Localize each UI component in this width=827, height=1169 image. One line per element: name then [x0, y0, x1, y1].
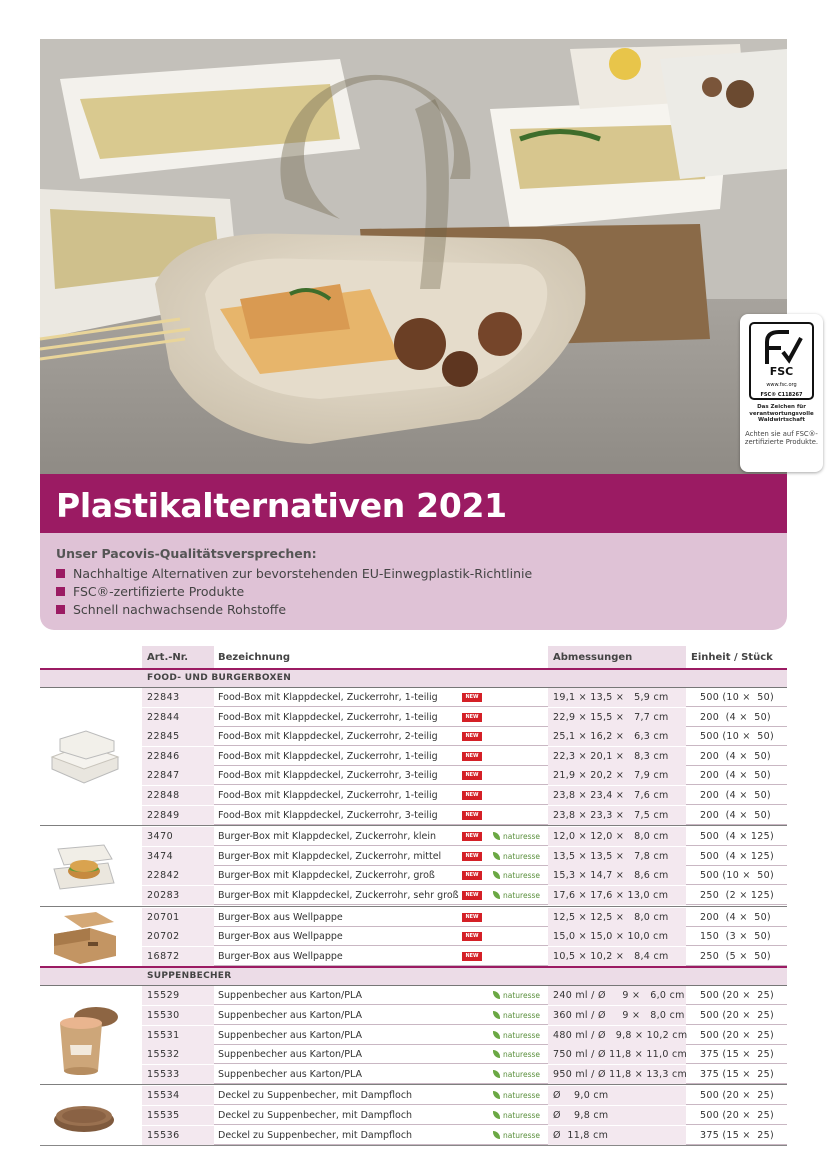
cell-bezeichnung: Food-Box mit Klappdeckel, Zuckerrohr, 2-teilig — [218, 731, 438, 743]
naturesse-text: naturesse — [503, 991, 541, 1001]
cell-art-nr: 15531 — [142, 1026, 214, 1045]
cell-bezeichnung: Food-Box mit Klappdeckel, Zuckerrohr, 1-teilig — [218, 711, 438, 723]
cell-bezeichnung: Food-Box mit Klappdeckel, Zuckerrohr, 1-teilig — [218, 750, 438, 762]
table-row — [142, 866, 787, 885]
naturesse-text: naturesse — [503, 891, 541, 900]
cell-art-nr: 22844 — [142, 708, 214, 727]
naturesse-text: naturesse — [503, 1091, 541, 1101]
new-badge: NEW — [462, 891, 482, 900]
cell-einheit: 500 (10 × 50) — [700, 870, 774, 882]
naturesse-label — [493, 1065, 548, 1084]
promise-heading: Unser Pacovis-Qualitätsversprechen: — [56, 546, 317, 561]
cell-abmessungen: 15,3 × 14,7 × 8,6 cm — [548, 866, 686, 885]
table-row — [142, 986, 787, 1005]
cell-art-nr: 20701 — [142, 908, 214, 927]
table-row — [142, 827, 787, 846]
fsc-claim: Das Zeichen für verantwortungsvolle Waldwirtschaft — [749, 404, 814, 423]
section-heading — [40, 670, 787, 687]
cell-bezeichnung: Burger-Box mit Klappdeckel, Zuckerrohr, mittel — [218, 850, 442, 862]
leaf-icon — [493, 991, 500, 999]
naturesse-label — [493, 827, 548, 846]
cell-bezeichnung: Suppenbecher aus Karton/PLA — [218, 1049, 362, 1061]
table-row — [142, 786, 787, 805]
cell-abmessungen: Ø 9,8 cm — [548, 1106, 686, 1125]
cell-abmessungen: 13,5 × 13,5 × 7,8 cm — [548, 847, 686, 866]
table-header — [40, 646, 787, 668]
cell-abmessungen: 10,5 × 10,2 × 8,4 cm — [548, 947, 686, 966]
table-row — [142, 1086, 787, 1105]
leaf-icon — [493, 1070, 500, 1078]
burger-box-image — [44, 839, 124, 897]
new-badge: NEW — [462, 791, 482, 800]
cell-einheit: 250 (5 × 50) — [700, 950, 771, 962]
new-badge: NEW — [462, 732, 482, 741]
food-containers-photo — [40, 39, 787, 474]
naturesse-label — [493, 1045, 548, 1064]
cell-einheit: 500 (20 × 25) — [700, 990, 774, 1002]
header-abmessungen: Abmessungen — [548, 646, 686, 668]
cell-einheit: 200 (4 × 50) — [700, 911, 771, 923]
cell-abmessungen: 15,0 × 15,0 × 10,0 cm — [548, 927, 686, 946]
fsc-url: www.fsc.org — [766, 382, 797, 388]
cell-bezeichnung: Food-Box mit Klappdeckel, Zuckerrohr, 3-teilig — [218, 809, 438, 821]
page-title: Plastikalternativen 2021 — [56, 486, 507, 525]
table-row — [142, 1006, 787, 1025]
new-badge: NEW — [462, 811, 482, 820]
naturesse-text: naturesse — [503, 1011, 541, 1020]
naturesse-text: naturesse — [503, 871, 541, 881]
cell-art-nr: 3474 — [142, 847, 214, 866]
section-heading — [40, 968, 787, 985]
cell-bezeichnung: Suppenbecher aus Karton/PLA — [218, 990, 362, 1002]
leaf-icon — [493, 891, 500, 899]
cell-bezeichnung: Suppenbecher aus Karton/PLA — [218, 1068, 362, 1080]
cell-abmessungen: 21,9 × 20,2 × 7,9 cm — [548, 766, 686, 785]
table-row — [142, 1065, 787, 1084]
fsc-logo — [749, 322, 814, 400]
table-row — [142, 747, 787, 766]
cell-einheit: 200 (4 × 50) — [700, 809, 771, 821]
cell-bezeichnung: Burger-Box mit Klappdeckel, Zuckerrohr, groß — [218, 870, 435, 882]
naturesse-label — [493, 886, 548, 905]
cell-einheit: 200 (4 × 50) — [700, 711, 771, 723]
cell-einheit: 250 (2 × 125) — [700, 890, 774, 901]
leaf-icon — [493, 1031, 500, 1039]
cardboard-box-image — [44, 910, 124, 968]
promise-item — [56, 601, 532, 619]
cell-bezeichnung: Deckel zu Suppenbecher, mit Dampfloch — [218, 1129, 413, 1141]
table-row — [142, 847, 787, 866]
title-band — [40, 474, 787, 533]
table-row — [142, 947, 787, 966]
cell-art-nr: 15535 — [142, 1106, 214, 1125]
naturesse-label — [493, 847, 548, 866]
promise-item-text: Schnell nachwachsende Rohstoffe — [73, 602, 287, 617]
cell-art-nr: 3470 — [142, 827, 214, 846]
cell-einheit: 200 (4 × 50) — [700, 770, 771, 782]
cell-art-nr: 15532 — [142, 1045, 214, 1064]
cell-einheit: 500 (20 × 25) — [700, 1110, 774, 1121]
section-title: SUPPENBECHER — [147, 971, 232, 982]
naturesse-label — [493, 1126, 548, 1145]
cell-einheit: 500 (20 × 25) — [700, 1010, 774, 1021]
quality-promise-box — [40, 533, 787, 630]
leaf-icon — [493, 852, 500, 860]
cell-art-nr: 22842 — [142, 866, 214, 885]
cell-einheit: 200 (4 × 50) — [700, 790, 771, 801]
cell-bezeichnung: Burger-Box aus Wellpappe — [218, 911, 343, 923]
cell-einheit: 375 (15 × 25) — [700, 1129, 774, 1141]
naturesse-label — [493, 986, 548, 1005]
naturesse-text: naturesse — [503, 1111, 541, 1120]
table-row — [142, 927, 787, 946]
cell-bezeichnung: Burger-Box mit Klappdeckel, Zuckerrohr, sehr groß — [218, 890, 459, 901]
cell-abmessungen: 950 ml / Ø 11,8 × 13,3 cm — [548, 1065, 686, 1084]
cell-art-nr: 15533 — [142, 1065, 214, 1084]
cell-abmessungen: 25,1 × 16,2 × 6,3 cm — [548, 727, 686, 746]
cell-bezeichnung: Burger-Box aus Wellpappe — [218, 931, 343, 943]
table-row — [142, 1106, 787, 1125]
cell-einheit: 375 (15 × 25) — [700, 1049, 774, 1061]
food-box-image — [44, 727, 124, 790]
new-badge: NEW — [462, 932, 482, 941]
cell-abmessungen: Ø 11,8 cm — [548, 1126, 686, 1145]
header-einheit: Einheit / Stück — [691, 652, 773, 663]
new-badge: NEW — [462, 693, 482, 702]
leaf-icon — [493, 1131, 500, 1139]
cell-einheit: 500 (10 × 50) — [700, 692, 774, 703]
table-row — [142, 886, 787, 905]
cell-bezeichnung: Burger-Box mit Klappdeckel, Zuckerrohr, klein — [218, 831, 437, 843]
cell-art-nr: 22849 — [142, 806, 214, 825]
cell-abmessungen: 19,1 × 13,5 × 5,9 cm — [548, 688, 686, 707]
group-rule — [40, 1084, 787, 1085]
cell-bezeichnung: Suppenbecher aus Karton/PLA — [218, 1029, 362, 1041]
leaf-icon — [493, 832, 500, 840]
table-row — [142, 688, 787, 707]
cell-abmessungen: 360 ml / Ø 9 × 8,0 cm — [548, 1006, 686, 1025]
hero-photo — [40, 39, 819, 474]
naturesse-label — [493, 1106, 548, 1125]
cell-bezeichnung: Food-Box mit Klappdeckel, Zuckerrohr, 3-teilig — [218, 770, 438, 782]
new-badge: NEW — [462, 952, 482, 961]
cell-bezeichnung: Deckel zu Suppenbecher, mit Dampfloch — [218, 1090, 413, 1102]
table-row — [142, 806, 787, 825]
cell-art-nr: 16872 — [142, 947, 214, 966]
lid-image — [44, 1096, 124, 1139]
group-rule — [40, 825, 787, 826]
group-rule — [40, 906, 787, 907]
promise-item-text: Nachhaltige Alternativen zur bevorstehenden EU-Einwegplastik-Richtlinie — [73, 566, 533, 581]
table-bottom-rule — [40, 1145, 787, 1146]
table-row — [142, 708, 787, 727]
naturesse-text: naturesse — [503, 1130, 541, 1140]
table-row — [142, 1026, 787, 1045]
cell-abmessungen: 12,0 × 12,0 × 8,0 cm — [548, 827, 686, 846]
table-row — [142, 727, 787, 746]
promise-item — [56, 565, 532, 583]
cell-art-nr: 15529 — [142, 986, 214, 1005]
cell-art-nr: 22846 — [142, 747, 214, 766]
cell-einheit: 500 (20 × 25) — [700, 1090, 774, 1102]
promise-list — [56, 565, 532, 619]
naturesse-label — [493, 1006, 548, 1025]
cell-art-nr: 15536 — [142, 1126, 214, 1145]
naturesse-text: naturesse — [503, 851, 541, 861]
new-badge: NEW — [462, 832, 482, 841]
section-title: FOOD- UND BURGERBOXEN — [147, 673, 292, 683]
cell-einheit: 500 (4 × 125) — [700, 831, 774, 843]
naturesse-label — [493, 866, 548, 885]
cell-einheit: 150 (3 × 50) — [700, 931, 771, 943]
cell-abmessungen: 17,6 × 17,6 × 13,0 cm — [548, 886, 686, 905]
leaf-icon — [493, 1050, 500, 1058]
cell-abmessungen: 480 ml / Ø 9,8 × 10,2 cm — [548, 1026, 686, 1045]
new-badge: NEW — [462, 913, 482, 922]
leaf-icon — [493, 1111, 500, 1119]
cell-abmessungen: 750 ml / Ø 11,8 × 11,0 cm — [548, 1045, 686, 1064]
cell-bezeichnung: Burger-Box aus Wellpappe — [218, 950, 343, 962]
bullet-square-icon — [56, 587, 65, 596]
leaf-icon — [493, 1011, 500, 1019]
fsc-logo-text: FSC — [769, 365, 794, 378]
cell-bezeichnung: Suppenbecher aus Karton/PLA — [218, 1010, 362, 1021]
leaf-icon — [493, 1091, 500, 1099]
cell-art-nr: 15534 — [142, 1086, 214, 1105]
table-row — [142, 908, 787, 927]
cell-bezeichnung: Food-Box mit Klappdeckel, Zuckerrohr, 1-teilig — [218, 790, 438, 801]
naturesse-label — [493, 1026, 548, 1045]
cell-abmessungen: 22,9 × 15,5 × 7,7 cm — [548, 708, 686, 727]
cell-bezeichnung: Food-Box mit Klappdeckel, Zuckerrohr, 1-teilig — [218, 692, 438, 703]
cell-abmessungen: Ø 9,0 cm — [548, 1086, 686, 1105]
cell-abmessungen: 23,8 × 23,3 × 7,5 cm — [548, 806, 686, 825]
bullet-square-icon — [56, 605, 65, 614]
naturesse-text: naturesse — [503, 1069, 541, 1079]
header-bezeichnung: Bezeichnung — [218, 652, 290, 663]
soup-cup-image — [44, 993, 124, 1081]
new-badge: NEW — [462, 852, 482, 861]
cell-einheit: 500 (4 × 125) — [700, 850, 774, 862]
cell-bezeichnung: Deckel zu Suppenbecher, mit Dampfloch — [218, 1110, 413, 1121]
fsc-tree-check-icon — [759, 328, 804, 368]
cell-art-nr: 22847 — [142, 766, 214, 785]
new-badge: NEW — [462, 871, 482, 880]
cell-art-nr: 20702 — [142, 927, 214, 946]
cell-art-nr: 22843 — [142, 688, 214, 707]
cell-abmessungen: 22,3 × 20,1 × 8,3 cm — [548, 747, 686, 766]
cell-art-nr: 15530 — [142, 1006, 214, 1025]
fsc-hint: Achten sie auf FSC®-zertifizierte Produkte. — [744, 429, 819, 446]
cell-abmessungen: 23,8 × 23,4 × 7,6 cm — [548, 786, 686, 805]
cell-abmessungen: 12,5 × 12,5 × 8,0 cm — [548, 908, 686, 927]
leaf-icon — [493, 871, 500, 879]
promise-item-text: FSC®-zertifizierte Produkte — [73, 584, 245, 599]
bullet-square-icon — [56, 569, 65, 578]
new-badge: NEW — [462, 713, 482, 722]
cell-art-nr: 22848 — [142, 786, 214, 805]
table-row — [142, 1045, 787, 1064]
new-badge: NEW — [462, 771, 482, 780]
cell-einheit: 375 (15 × 25) — [700, 1068, 774, 1080]
table-row — [142, 1126, 787, 1145]
naturesse-text: naturesse — [503, 1050, 541, 1060]
naturesse-label — [493, 1086, 548, 1105]
cell-einheit: 500 (20 × 25) — [700, 1029, 774, 1041]
cell-art-nr: 20283 — [142, 886, 214, 905]
new-badge: NEW — [462, 752, 482, 761]
fsc-code: FSC® C118267 — [760, 392, 803, 398]
cell-einheit: 200 (4 × 50) — [700, 750, 771, 762]
naturesse-text: naturesse — [503, 832, 541, 842]
cell-einheit: 500 (10 × 50) — [700, 731, 774, 743]
fsc-badge — [740, 314, 823, 472]
header-art-nr: Art.-Nr. — [142, 646, 214, 668]
cell-art-nr: 22845 — [142, 727, 214, 746]
promise-item — [56, 583, 532, 601]
table-row — [142, 766, 787, 785]
naturesse-text: naturesse — [503, 1030, 541, 1040]
cell-abmessungen: 240 ml / Ø 9 × 6,0 cm — [548, 986, 686, 1005]
